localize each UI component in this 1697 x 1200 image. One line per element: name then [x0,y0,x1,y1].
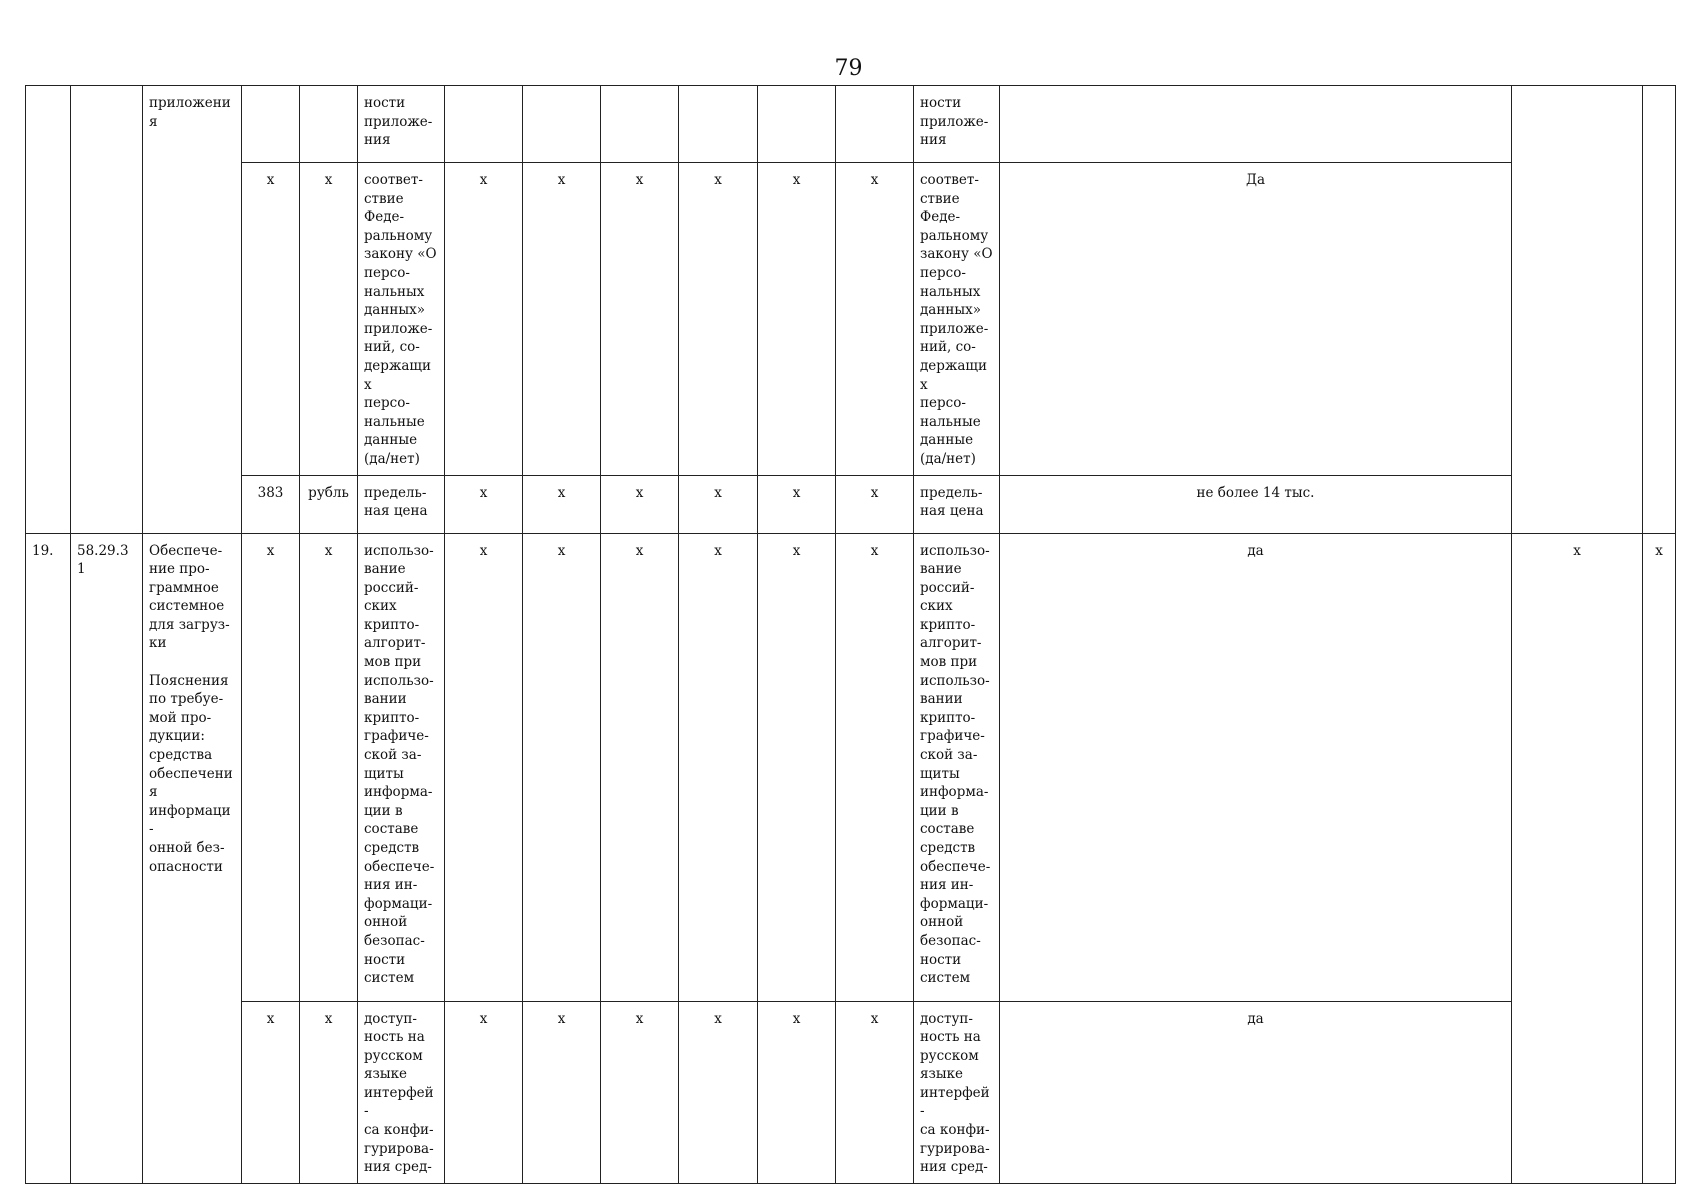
x-cell: х [758,163,836,476]
characteristic-cell: соответ- ствие Феде- ральному закону «О персо- нальных данных» приложе- ний, со- держащих персо- нальные данные (да/нет) [358,163,445,476]
okei-code-cell: 383 [242,475,300,533]
okpd2-code-cell: 58.29.31 [71,533,143,1183]
characteristic-standard-cell: использо- вание россий- ских крипто- алгорит- мов при использо- вании крипто- графиче- ской за- щиты информа- ции в составе средств обеспече- ния ин- формаци- онной безопас- ности систем [914,533,1000,1001]
empty-cell [601,86,679,163]
x-cell: х [758,1001,836,1183]
okei-code-cell: х [242,1001,300,1183]
table-row [26,475,1676,533]
empty-cell [758,86,836,163]
x-cell: х [601,163,679,476]
x-cell: х [836,163,914,476]
value-cell [1000,86,1512,163]
x-cell: х [601,475,679,533]
x-cell: х [836,1001,914,1183]
x-cell: х [523,1001,601,1183]
okei-unit-cell: х [300,533,358,1001]
x-cell: х [445,533,523,1001]
x-cell: х [758,475,836,533]
x-cell: х [679,475,758,533]
item-name-cell: Обеспече- ние про- граммное системное для загруз- ки Пояснения по требуе- мой про- дукции: средства обеспечения информаци- онной без- опасности [143,533,242,1183]
table-row [26,163,1676,476]
characteristic-standard-cell: доступ- ность на русском языке интерфей- са конфи- гурирова- ния сред- [914,1001,1000,1183]
x-cell: х [523,163,601,476]
table-row [26,86,1676,163]
empty-cell [1643,86,1676,534]
item-number-cell [26,86,71,534]
value-cell: да [1000,533,1512,1001]
okei-unit-cell: рубль [300,475,358,533]
item-name-cell: приложения [143,86,242,534]
x-cell: х [523,475,601,533]
value-cell: не более 14 тыс. [1000,475,1512,533]
x-cell: х [1643,533,1676,1183]
okei-unit-cell: х [300,163,358,476]
x-cell: х [601,533,679,1001]
value-cell: да [1000,1001,1512,1183]
x-cell: х [758,533,836,1001]
x-cell: х [445,1001,523,1183]
okei-unit-cell [300,86,358,163]
characteristic-cell: предель- ная цена [358,475,445,533]
requirements-table [25,85,1676,1184]
okei-code-cell: х [242,163,300,476]
x-cell: х [445,475,523,533]
empty-cell [679,86,758,163]
x-cell: х [523,533,601,1001]
characteristic-standard-cell: ности приложе- ния [914,86,1000,163]
okei-code-cell [242,86,300,163]
x-cell: х [445,163,523,476]
x-cell: х [679,533,758,1001]
item-number-cell: 19. [26,533,71,1183]
x-cell: х [836,533,914,1001]
x-cell: х [836,475,914,533]
table-row [26,533,1676,1001]
characteristic-cell: использо- вание россий- ских крипто- алгорит- мов при использо- вании крипто- графиче- ской за- щиты информа- ции в составе средств обеспече- ния ин- формаци- онной безопас- ности систем [358,533,445,1001]
x-cell: х [601,1001,679,1183]
okei-code-cell: х [242,533,300,1001]
table-row [26,1001,1676,1183]
x-cell: х [1512,533,1643,1183]
page-number: 79 [834,56,863,81]
characteristic-standard-cell: соответ- ствие Феде- ральному закону «О персо- нальных данных» приложе- ний, со- держащих персо- нальные данные (да/нет) [914,163,1000,476]
empty-cell [836,86,914,163]
value-cell: Да [1000,163,1512,476]
x-cell: х [679,163,758,476]
characteristic-cell: ности приложе- ния [358,86,445,163]
x-cell: х [679,1001,758,1183]
empty-cell [1512,86,1643,534]
okei-unit-cell: х [300,1001,358,1183]
okpd2-code-cell [71,86,143,534]
empty-cell [523,86,601,163]
empty-cell [445,86,523,163]
characteristic-standard-cell: предель- ная цена [914,475,1000,533]
characteristic-cell: доступ- ность на русском языке интерфей- са конфи- гурирова- ния сред- [358,1001,445,1183]
